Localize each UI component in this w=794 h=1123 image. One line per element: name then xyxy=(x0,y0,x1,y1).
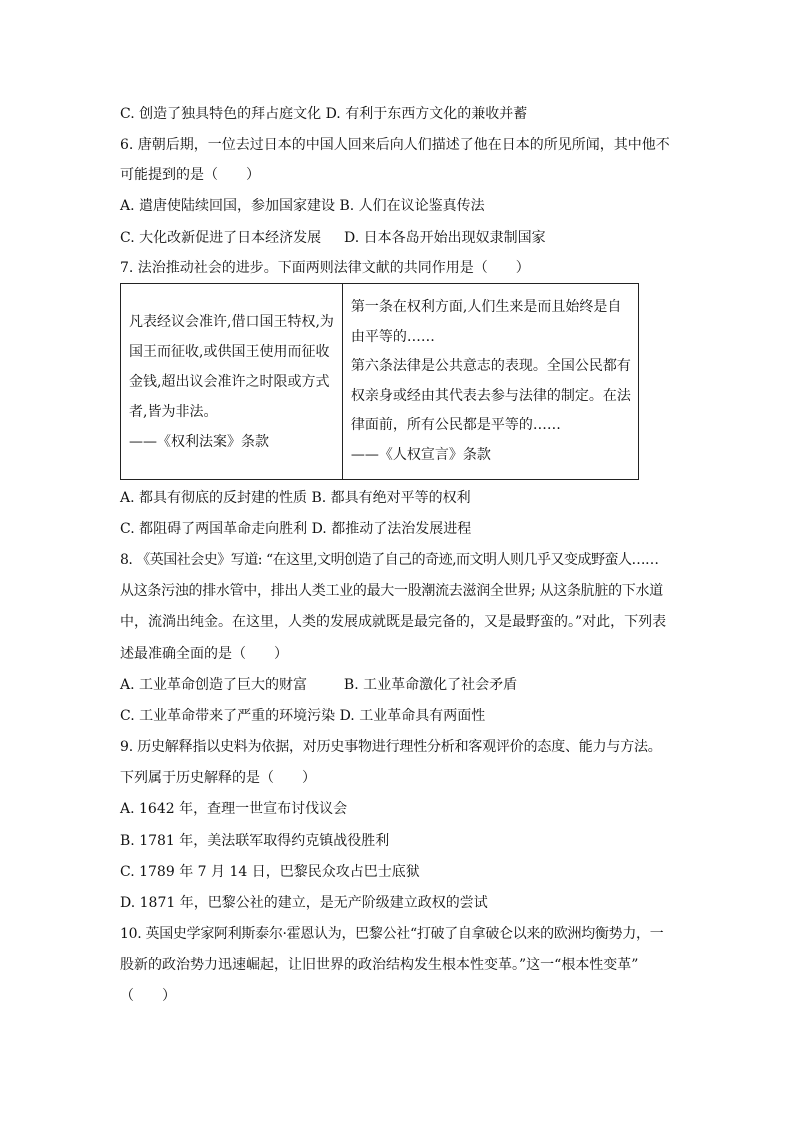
question-7-stem: 7. 法治推动社会的进步。下面两则法律文献的共同作用是（ ） xyxy=(120,260,530,276)
table-source-line: ——《权利法案》条款 xyxy=(129,434,269,450)
law-comparison-table xyxy=(120,283,639,480)
option-line-8c-8d: C. 工业革命带来了严重的环境污染 D. 工业革命具有两面性 xyxy=(120,708,486,724)
declaration-of-rights-cell xyxy=(343,284,639,479)
table-text-line: 第六条法律是公共意志的表现。全国公民都有 xyxy=(350,358,631,374)
bill-of-rights-cell xyxy=(121,284,343,479)
option-line-8a-8b: A. 工业革命创造了巨大的财富 B. 工业革命激化了社会矛盾 xyxy=(120,677,518,693)
option-line-6a-6b: A. 遣唐使陆续回国，参加国家建设 B. 人们在议论鉴真传法 xyxy=(120,198,485,214)
question-10-stem-cont: （ ） xyxy=(120,988,176,1004)
question-8-stem: 8. 《英国社会史》写道: “在这里,文明创造了自己的奇迹,而文明人则几乎又变成野蛮人…… xyxy=(120,552,659,568)
option-line-5c-5d: C. 创造了独具特色的拜占庭文化 D. 有利于东西方文化的兼收并蓄 xyxy=(120,106,528,122)
table-text-line: 金钱,超出议会准许之时限或方式 xyxy=(129,374,330,390)
table-text-line: 律面前，所有公民都是平等的…… xyxy=(350,417,561,433)
question-8-stem-cont: 述最准确全面的是（ ） xyxy=(120,646,288,662)
table-text-line: 由平等的…… xyxy=(350,328,435,345)
question-8-stem-cont: 中，流淌出纯金。在这里，人类的发展成就既是最完备的，又是最野蛮的。”对此，下列表 xyxy=(120,614,667,630)
question-10-stem-cont: 股新的政治势力迅速崛起，让旧世界的政治结构发生根本性变革。”这一“根本性变革” xyxy=(120,957,639,973)
question-10-stem: 10. 英国史学家阿利斯泰尔·霍恩认为，巴黎公社“打破了自拿破仑以来的欧洲均衡势力，一 xyxy=(120,926,664,942)
table-text-line: 国王而征收,或供国王使用而征收 xyxy=(129,344,330,360)
option-line-7c-7d: C. 都阻碍了两国革命走向胜利 D. 都推动了法治发展进程 xyxy=(120,521,472,537)
question-9-stem: 9. 历史解释指以史料为依据，对历史事物进行理性分析和客观评价的态度、能力与方法。 xyxy=(120,739,662,755)
table-text-line: 凡表经议会准许,借口国王特权,为 xyxy=(129,314,334,330)
table-text-line: 者,皆为非法。 xyxy=(129,404,218,420)
question-8-stem-cont: 从这条污浊的排水管中，排出人类工业的最大一股潮流去滋润全世界; 从这条肮脏的下水道 xyxy=(120,583,663,599)
question-6-stem: 6. 唐朝后期，一位去过日本的中国人回来后向人们描述了他在日本的所见所闻，其中他不 xyxy=(120,137,670,153)
option-9b: B. 1781 年，美法联军取得约克镇战役胜利 xyxy=(120,833,390,849)
option-9c: C. 1789 年 7 月 14 日，巴黎民众攻占巴士底狱 xyxy=(120,864,420,880)
option-9d: D. 1871 年，巴黎公社的建立，是无产阶级建立政权的尝试 xyxy=(120,895,488,911)
option-line-7a-7b: A. 都具有彻底的反封建的性质 B. 都具有绝对平等的权利 xyxy=(120,490,471,506)
question-9-stem-cont: 下列属于历史解释的是（ ） xyxy=(120,770,316,786)
table-text-line: 第一条在权利方面,人们生来是而且始终是自 xyxy=(350,299,622,315)
option-line-6c-6d: C. 大化改新促进了日本经济发展 D. 日本各岛开始出现奴隶制国家 xyxy=(120,230,546,246)
table-source-line: ——《人权宣言》条款 xyxy=(350,446,491,463)
question-6-stem-cont: 可能提到的是（ ） xyxy=(120,167,260,183)
table-text-line: 权亲身或经由其代表去参与法律的制定。在法 xyxy=(350,387,631,404)
option-9a: A. 1642 年，查理一世宣布讨伐议会 xyxy=(120,801,348,817)
